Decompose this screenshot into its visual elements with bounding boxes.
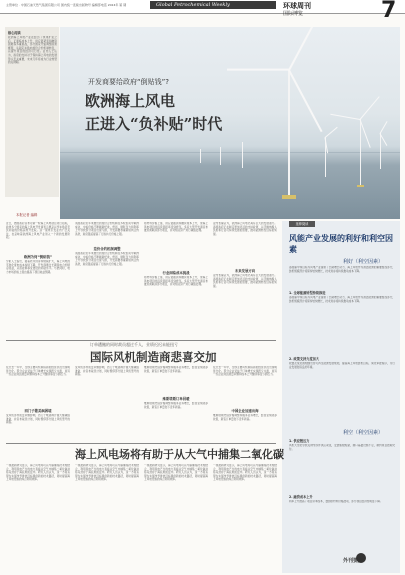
story2-col2-text: 受风机部件质量问题影响，西门子歌美飒计提大额减值准备，并宣布裁员计划，同时暂停部分陆上风机型号的销售。 [75, 366, 139, 377]
story2-col4-heading: 中国企业加速出海 [231, 409, 259, 413]
story2-col3-body: 维斯塔斯凭借价格调整和服务业务增长，经营业绩逐步改善，新签订单量创下近年新高。 [144, 402, 208, 409]
hero-headline [85, 90, 222, 136]
footer-label: 外刊要点 [343, 558, 364, 564]
turbine-blade [288, 27, 317, 70]
turbine-blade [380, 121, 388, 134]
positive-sub-1: 1. 全球能源转型持续推进 [289, 291, 326, 295]
section-name: 环球周刊 [283, 2, 311, 10]
core-reading-caption: 本报记者 编辑 [16, 213, 38, 217]
negative-text-1: 风机大型化导致关键零部件供应紧张，安装船舶短缺，港口基础设施不足，制约项目按期交付。 [289, 444, 395, 451]
article-col4-intro: 业内普遍认为，欧洲海上风电仍具有巨大的发展潜力。各国政府正在制定更加灵活的支持政策，以平衡纳税人负担和行业可持续发展的需要，推动能源转型目标的实现。 [213, 222, 277, 236]
article-col3-intro: 原材料价格上涨、供应链瓶颈和融资成本上升，使海上风电项目的投资回报率受到挤压。多家大型开发商宣布推迟或取消部分项目，并对相关资产进行减值处理。 [144, 222, 208, 233]
story2-col1-body: 受风机部件质量问题影响，西门子歌美飒计提大额减值准备，并宣布裁员计划，同时暂停部分陆上风机型号的销售。 [6, 414, 70, 425]
masthead-title: Global Petrochemical Weekly [150, 1, 276, 9]
positive-text-1b: 各国碳中和目标为风电产业提供了长期增长动力，海上风电作为清洁能源的重要组成部分，装机规模预计将保持较快增长，技术进步将持续推动成本下降。 [289, 296, 395, 303]
article-col1-top: 近日，德国政府宣布对新一轮海上风电项目进行招标，欧洲多个国家的海上风电开发商表示愿意以零补贴甚至负补贴的价格获得开发权。这一现象引发业内广泛关注，也意味着欧洲海上风电产业进入一个新的发展阶段。 [6, 222, 70, 240]
divider [6, 443, 276, 444]
positive-text-2: 欧盟及成员国相继出台可再生能源发展规划，提高海上风电装机目标，简化审批程序，为行业发展创造良好环境。 [289, 362, 395, 369]
story3-col3: 一项最新研究显示，海上风电场可以与碳捕集技术相结合，利用风电产生的电力直接从空气中捕集二氧化碳并将其封存于海底地质层中。研究人员认为，这一方案有望为实现净零排放目标提供新的技术路径，同时提高海上风电设施的综合利用效率。 [144, 464, 208, 482]
masthead-meta: 主管单位 · 中国石油天然气集团有限公司 国内统一连续出版物号 编辑部电话 2024年 第 期 [6, 3, 127, 7]
negative-factors-tag: 利空（利空因素） [343, 430, 384, 436]
horizon-line [60, 152, 400, 153]
story3-col2: 一项最新研究显示，海上风电场可以与碳捕集技术相结合，利用风电产生的电力直接从空气中捕集二氧化碳并将其封存于海底地质层中。研究人员认为，这一方案有望为实现净零排放目标提供新的技术路径，同时提高海上风电设施的综合利用效率。 [75, 464, 139, 482]
turbine-tower-small [200, 149, 201, 163]
section-sub: 国际博览 [283, 11, 304, 17]
turbine-blade [227, 69, 289, 71]
turbine-platform [357, 185, 364, 187]
divider [6, 340, 276, 341]
turbine-tower-small [242, 142, 243, 168]
article-col1-heading: 欧洲为何“倒贴钱” [23, 255, 53, 259]
core-reading-heading: 核心阅读 [8, 31, 21, 35]
story3-col1: 一项最新研究显示，海上风电场可以与碳捕集技术相结合，利用风电产生的电力直接从空气中捕集二氧化碳并将其封存于海底地质层中。研究人员认为，这一方案有望为实现净零排放目标提供新的技术路径，同时提高海上风电设施的综合利用效率。 [6, 464, 70, 482]
article-col2-intro: 英国政府近年来推出的差价合约机制在多轮拍卖中取得成功，中标价格不断刷新纪录。然而，通胀压力和利率上升导致部分项目出现亏损，开发商要求重新谈判合约条款，政府随后提高了行政执行价格上限。 [75, 222, 139, 236]
hero-headline-line1: 欧洲海上风电 [85, 92, 176, 110]
article-col1-body: 分析人士指出，随着技术进步和规模扩大，海上风电的平准化度电成本持续下降，开发商通过长期售电合约锁定收益，从而能够承受更低的补贴水平。与此同时，电力市场价格上涨也提高了项目收益预期。 [6, 260, 70, 274]
story2-col4-body: 维斯塔斯凭借价格调整和服务业务增长，经营业绩逐步改善，新签订单量创下近年新高。 [213, 414, 277, 421]
page-number: 7 [381, 0, 397, 23]
article-col4-heading: 未来发展方向 [234, 269, 256, 273]
turbine-platform [282, 195, 296, 199]
turbine-blade [330, 114, 360, 120]
negative-text-2: 利率上升推高了项目资本成本，叠加原材料价格波动，部分项目经济性明显下降。 [289, 500, 383, 503]
story2-col1-heading: 西门子歌美飒困境 [24, 409, 52, 413]
turbine-blade [360, 96, 380, 120]
story2-col3-text: 维斯塔斯凭借价格调整和服务业务增长，经营业绩逐步改善，新签订单量创下近年新高。 [144, 366, 208, 373]
story2-col1-text: 在过去一年中，全球主要风机制造商的经营状况出现明显分化。部分企业受益于订单增长实现扭亏为盈，而另一些企业则因质量问题和成本上升继续承受亏损压力。 [6, 366, 70, 377]
turbine-tower-mid [360, 119, 361, 187]
positive-text-1: 各国碳中和目标为风电产业提供了长期增长动力，海上风电作为清洁能源的重要组成部分，装机规模预计将保持较快增长，技术进步将持续推动成本下降。 [289, 266, 395, 273]
story2-kicker: 订单遭撤的同时裁员超过千人，业绩迟迟未能扭亏 [90, 342, 178, 347]
story3-headline: 海上风电场将有助于从大气中捕集二氧化碳 [75, 448, 284, 461]
article-col3-heading: 行业面临成本挑战 [162, 271, 190, 275]
turbine-tower-small [380, 133, 381, 169]
story2-headline: 国际风机制造商悲喜交加 [90, 350, 217, 364]
turbine-tower-small [220, 147, 221, 165]
article-col4-body: 业内普遍认为，欧洲海上风电仍具有巨大的发展潜力。各国政府正在制定更加灵活的支持政策，以平衡纳税人负担和行业可持续发展的需要，推动能源转型目标的实现。 [213, 274, 277, 288]
article-col2-heading: 差价合约机制调整 [93, 247, 121, 251]
turbine-blade [325, 127, 338, 138]
story2-col4-text: 在过去一年中，全球主要风机制造商的经营状况出现明显分化。部分企业受益于订单增长实现扭亏为盈，而另一些企业则因质量问题和成本上升继续承受亏损压力。 [213, 366, 277, 377]
turbine-tower-large [288, 69, 290, 199]
negative-sub-1: 1. 供应链压力 [289, 439, 310, 443]
extended-reading-headline: 风能产业发展的利好和利空因素 [289, 234, 393, 254]
hero-kicker: 开发商要给政府“倒贴钱”? [88, 78, 169, 86]
turbine-blade [288, 69, 322, 132]
article-col3-body: 原材料价格上涨、供应链瓶颈和融资成本上升，使海上风电项目的投资回报率受到挤压。多家大型开发商宣布推迟或取消部分项目，并对相关资产进行减值处理。 [144, 276, 208, 287]
hero-headline-line2: 正进入“负补贴”时代 [85, 115, 223, 133]
negative-sub-2: 2. 融资成本上升 [289, 495, 313, 499]
story3-col4: 一项最新研究显示，海上风电场可以与碳捕集技术相结合，利用风电产生的电力直接从空气中捕集二氧化碳并将其封存于海底地质层中。研究人员认为，这一方案有望为实现净零排放目标提供新的技术路径，同时提高海上风电设施的综合利用效率。 [213, 464, 277, 482]
article-col2-body: 英国政府近年来推出的差价合约机制在多轮拍卖中取得成功，中标价格不断刷新纪录。然而，通胀压力和利率上升导致部分项目出现亏损，开发商要求重新谈判合约条款，政府随后提高了行政执行价格上限。 [75, 252, 139, 266]
extended-reading-tab: 延伸阅读 [289, 221, 315, 227]
positive-factors-tag: 利好（利空因素） [343, 259, 384, 265]
core-reading-text: 欧洲海上风电产业在经历了快速扩张之后，正面临成本上升、供应链紧张和融资困难等多重挑战，部分国家开始调整政策框架，从固定补贴向差价合约机制转变，以提升项目的经济可行性。业内人士认为，政府的支持对于保持海上风电的发展势头至关重要，未来几年将成为行业转型的关键期。 [8, 36, 57, 65]
positive-sub-2: 2. 政策支持力度加大 [289, 357, 320, 361]
story2-col3-heading: 维斯塔斯订单回暖 [162, 397, 190, 401]
